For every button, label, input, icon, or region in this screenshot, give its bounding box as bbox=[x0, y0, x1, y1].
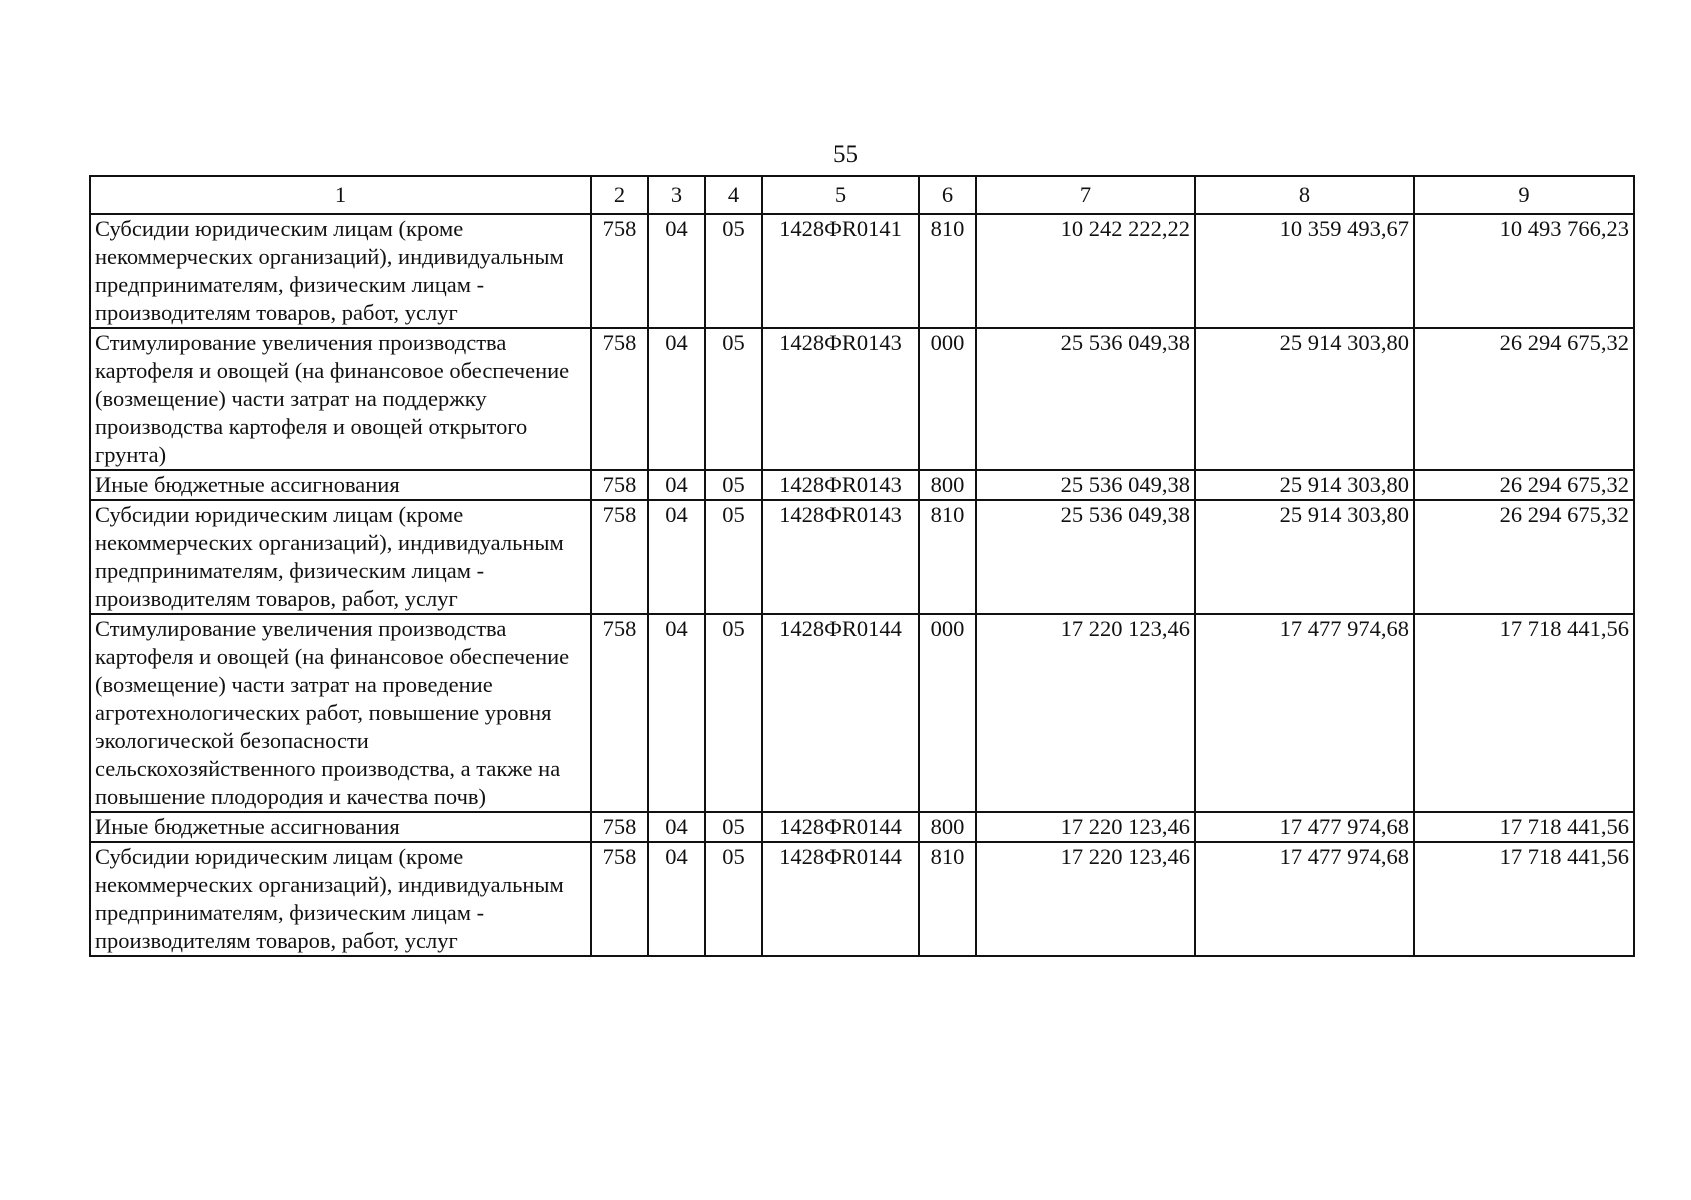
table-row bbox=[90, 328, 1634, 470]
amount-cell: 26 294 675,32 bbox=[1414, 500, 1634, 614]
amount-cell: 17 220 123,46 bbox=[976, 812, 1195, 842]
code-cell: 1428ФR0144 bbox=[762, 842, 919, 956]
code-cell: 1428ФR0143 bbox=[762, 500, 919, 614]
code-cell: 1428ФR0144 bbox=[762, 614, 919, 812]
amount-cell: 25 536 049,38 bbox=[976, 470, 1195, 500]
code-cell: 04 bbox=[648, 500, 705, 614]
amount-cell: 17 718 441,56 bbox=[1414, 842, 1634, 956]
column-header: 5 bbox=[762, 176, 919, 214]
amount-cell: 17 477 974,68 bbox=[1195, 842, 1414, 956]
amount-cell: 17 220 123,46 bbox=[976, 614, 1195, 812]
row-name: Иные бюджетные ассигнования bbox=[90, 470, 591, 500]
code-cell: 05 bbox=[705, 328, 762, 470]
code-cell: 04 bbox=[648, 614, 705, 812]
row-name: Стимулирование увеличения производства картофеля и овощей (на финансовое обеспечение (возмещение) части затрат на проведение агротехнологических работ, повышение уровня экологической безопасности сельскохозяйственного производства, а также на повышение плодородия и качества почв) bbox=[90, 614, 591, 812]
code-cell: 758 bbox=[591, 214, 648, 328]
code-cell: 04 bbox=[648, 328, 705, 470]
table-row bbox=[90, 842, 1634, 956]
column-header: 6 bbox=[919, 176, 976, 214]
code-cell: 810 bbox=[919, 500, 976, 614]
code-cell: 810 bbox=[919, 842, 976, 956]
code-cell: 05 bbox=[705, 842, 762, 956]
amount-cell: 25 914 303,80 bbox=[1195, 470, 1414, 500]
amount-cell: 25 914 303,80 bbox=[1195, 500, 1414, 614]
table-row bbox=[90, 500, 1634, 614]
code-cell: 758 bbox=[591, 614, 648, 812]
amount-cell: 26 294 675,32 bbox=[1414, 328, 1634, 470]
code-cell: 1428ФR0144 bbox=[762, 812, 919, 842]
code-cell: 800 bbox=[919, 470, 976, 500]
row-name: Стимулирование увеличения производства картофеля и овощей (на финансовое обеспечение (возмещение) части затрат на поддержку производства картофеля и овощей открытого грунта) bbox=[90, 328, 591, 470]
amount-cell: 17 718 441,56 bbox=[1414, 614, 1634, 812]
code-cell: 758 bbox=[591, 812, 648, 842]
column-header: 4 bbox=[705, 176, 762, 214]
table-row bbox=[90, 812, 1634, 842]
code-cell: 05 bbox=[705, 470, 762, 500]
amount-cell: 26 294 675,32 bbox=[1414, 470, 1634, 500]
table-row bbox=[90, 614, 1634, 812]
row-name: Субсидии юридическим лицам (кроме некоммерческих организаций), индивидуальным предпринимателям, физическим лицам - производителям товаров, работ, услуг bbox=[90, 500, 591, 614]
code-cell: 1428ФR0141 bbox=[762, 214, 919, 328]
row-name: Субсидии юридическим лицам (кроме некоммерческих организаций), индивидуальным предпринимателям, физическим лицам - производителям товаров, работ, услуг bbox=[90, 214, 591, 328]
amount-cell: 17 718 441,56 bbox=[1414, 812, 1634, 842]
table-row bbox=[90, 214, 1634, 328]
code-cell: 05 bbox=[705, 812, 762, 842]
column-header: 7 bbox=[976, 176, 1195, 214]
amount-cell: 17 220 123,46 bbox=[976, 842, 1195, 956]
amount-cell: 25 536 049,38 bbox=[976, 328, 1195, 470]
code-cell: 1428ФR0143 bbox=[762, 328, 919, 470]
code-cell: 05 bbox=[705, 214, 762, 328]
amount-cell: 10 242 222,22 bbox=[976, 214, 1195, 328]
code-cell: 000 bbox=[919, 614, 976, 812]
amount-cell: 25 536 049,38 bbox=[976, 500, 1195, 614]
amount-cell: 10 493 766,23 bbox=[1414, 214, 1634, 328]
code-cell: 04 bbox=[648, 812, 705, 842]
code-cell: 1428ФR0143 bbox=[762, 470, 919, 500]
code-cell: 05 bbox=[705, 614, 762, 812]
row-name: Иные бюджетные ассигнования bbox=[90, 812, 591, 842]
column-header: 9 bbox=[1414, 176, 1634, 214]
amount-cell: 10 359 493,67 bbox=[1195, 214, 1414, 328]
code-cell: 758 bbox=[591, 470, 648, 500]
code-cell: 000 bbox=[919, 328, 976, 470]
code-cell: 758 bbox=[591, 842, 648, 956]
header-row bbox=[90, 176, 1634, 214]
amount-cell: 25 914 303,80 bbox=[1195, 328, 1414, 470]
code-cell: 04 bbox=[648, 214, 705, 328]
budget-table bbox=[89, 175, 1635, 957]
code-cell: 04 bbox=[648, 470, 705, 500]
page-number: 55 bbox=[833, 141, 858, 168]
amount-cell: 17 477 974,68 bbox=[1195, 812, 1414, 842]
code-cell: 800 bbox=[919, 812, 976, 842]
code-cell: 810 bbox=[919, 214, 976, 328]
column-header: 8 bbox=[1195, 176, 1414, 214]
amount-cell: 17 477 974,68 bbox=[1195, 614, 1414, 812]
column-header: 2 bbox=[591, 176, 648, 214]
column-header: 3 bbox=[648, 176, 705, 214]
row-name: Субсидии юридическим лицам (кроме некоммерческих организаций), индивидуальным предпринимателям, физическим лицам - производителям товаров, работ, услуг bbox=[90, 842, 591, 956]
table-row bbox=[90, 470, 1634, 500]
code-cell: 758 bbox=[591, 328, 648, 470]
code-cell: 05 bbox=[705, 500, 762, 614]
code-cell: 04 bbox=[648, 842, 705, 956]
column-header: 1 bbox=[90, 176, 591, 214]
code-cell: 758 bbox=[591, 500, 648, 614]
